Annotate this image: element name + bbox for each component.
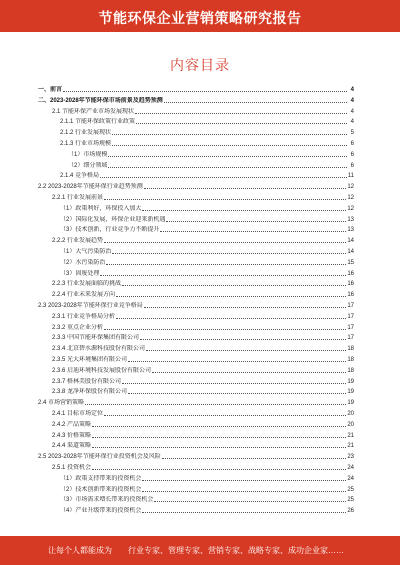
toc-entry[interactable] [38,367,354,375]
toc-entry[interactable] [38,313,354,321]
toc-leader-dots [108,155,347,157]
toc-page-number: 4 [350,97,354,104]
toc-leader-dots [104,198,346,200]
toc-leader-dots [92,468,346,470]
report-title: 节能环保企业营销策略研究报告 [98,10,302,26]
toc-entry[interactable] [38,507,354,515]
toc-entry-title: （1）市场规模 [68,151,108,158]
toc-entry[interactable] [38,226,354,234]
toc-leader-dots [112,252,346,254]
toc-page-number: 19 [347,400,354,407]
footer-tagline: 行业专家、管理专家、营销专家、战略专家、成功企业家…… [128,546,344,555]
toc-leader-dots [104,328,346,330]
toc-entry-title: （4）产业升级带来的投资机会 [60,508,142,515]
toc-entry-title: （2）细分领域 [68,162,108,169]
toc-entry-title: （2）国际化发展，环保企业迎来新机遇 [60,216,166,223]
toc-entry-title: （3）技术创新，行业竞争力不断提升 [60,227,160,234]
toc-entry[interactable] [38,151,354,159]
toc-leader-dots [112,133,347,135]
toc-page-number: 16 [347,281,354,288]
toc-leader-dots [104,414,346,416]
toc-leader-dots [116,295,346,297]
toc-entry[interactable] [38,486,354,494]
toc-entry[interactable] [38,496,354,504]
toc-entry[interactable] [38,194,354,202]
toc-entry-title: 2.5 2023-2028年节能环保行业投资机会及风险 [38,454,161,461]
toc-entry-title: （3）固废处理 [60,270,100,277]
toc-entry-title: 2.3.4 北京碧水源科技股份有限公司 [52,346,146,353]
toc-entry[interactable] [38,432,354,440]
toc-leader-dots [100,176,347,178]
toc-entry-title: （1）政策支持带来的投资机会 [60,475,142,482]
toc-page-number: 16 [347,292,354,299]
toc-page-number: 14 [347,238,354,245]
toc-page-number: 19 [347,378,354,385]
toc-leader-dots [142,490,346,492]
toc-leader-dots [144,306,347,308]
toc-entry-title: 2.3.7 格林美股份有限公司 [52,378,122,385]
toc-entry-title: 2.4.2 产品策略 [52,421,92,428]
toc-leader-dots [142,209,346,211]
toc-page-number: 24 [347,475,354,482]
toc-entry-title: 2.3.3 中国节能环保集团有限公司 [52,335,140,342]
toc-leader-dots [144,187,347,189]
toc-entry-title: 2.4.3 价格策略 [52,432,92,439]
toc-leader-dots [136,122,347,124]
toc-entry[interactable] [38,464,354,472]
toc-leader-dots [122,284,346,286]
toc-leader-dots [140,338,346,340]
toc-entry[interactable] [38,453,354,461]
toc-leader-dots [152,371,346,373]
toc-entry-title: 2.2.1 行业发展前景 [52,195,104,201]
toc-leader-dots [92,446,346,448]
toc-page-number: 21 [347,443,354,450]
toc-entry-title: 一、前言 [38,87,63,93]
toc-page-number: 4 [350,87,354,93]
toc-page-number: 18 [347,346,354,353]
toc-entry-title: 2.1.4 竞争格局 [60,173,100,180]
toc-entry[interactable] [38,291,354,299]
toc-entry[interactable] [38,442,354,450]
toc-page-number: 13 [347,216,354,223]
toc-leader-dots [85,403,346,405]
toc-leader-dots [166,220,346,222]
table-of-contents [38,86,354,518]
toc-entry[interactable] [38,259,354,267]
toc-leader-dots [146,349,346,351]
toc-entry[interactable] [38,162,354,170]
toc-entry-title: 2.2 2023-2028年节能环保行业趋势预测 [38,184,143,191]
toc-entry[interactable] [38,183,354,191]
toc-page-number: 11 [347,173,354,180]
toc-entry[interactable] [38,345,354,353]
toc-leader-dots [63,90,347,92]
toc-entry-title: 2.2.2 行业发展趋势 [52,238,104,245]
toc-entry[interactable] [38,237,354,245]
toc-page-number: 12 [347,184,354,191]
toc-entry[interactable] [38,108,354,116]
report-header-bar [0,0,400,32]
toc-page-number: 21 [347,432,354,439]
toc-page-number: 17 [347,303,354,309]
toc-entry-title: 2.3 2023-2028年节能环保行业竞争格局 [38,303,143,309]
toc-entry-title: 2.2.4 行业未来发展方向 [52,292,116,299]
toc-page-number: 17 [347,324,354,331]
toc-entry[interactable] [38,324,354,332]
toc-heading: 内容目录 [170,57,230,73]
toc-page-number: 4 [350,108,354,115]
toc-leader-dots [92,425,346,427]
toc-entry-title: （2）技术创新带来的投资机会 [60,486,142,493]
toc-entry-title: 2.4.4 渠道策略 [52,443,92,450]
toc-page-number: 6 [350,151,354,158]
toc-leader-dots [104,241,346,243]
toc-entry[interactable] [38,216,354,224]
toc-leader-dots [128,360,346,362]
toc-entry[interactable] [38,421,354,429]
toc-leader-dots [160,230,346,232]
toc-entry-title: （1）大气污染防治 [60,249,112,255]
toc-entry-title: 2.1.2 行业发展现状 [60,130,112,137]
toc-entry[interactable] [38,129,354,137]
toc-page-number: 24 [347,465,354,471]
toc-entry-title: （3）市场需求增长带来的投资机会 [60,497,154,504]
toc-entry[interactable] [38,388,354,396]
toc-entry-title: 2.1.1 节能环保政策行业政策 [60,119,136,126]
toc-leader-dots [164,101,347,103]
toc-leader-dots [142,511,346,513]
toc-entry[interactable] [38,86,354,94]
toc-entry-title: 2.3.8 龙净环保股份有限公司 [52,389,128,396]
toc-entry[interactable] [38,270,354,278]
toc-leader-dots [154,500,346,502]
toc-page-number: 6 [350,141,354,147]
toc-page-number: 5 [350,130,354,137]
toc-page-number: 19 [347,389,354,396]
toc-entry[interactable] [38,410,354,418]
toc-entry[interactable] [38,97,354,105]
toc-entry[interactable] [38,356,354,364]
toc-entry[interactable] [38,118,354,126]
toc-page-number: 26 [347,508,354,515]
toc-entry[interactable] [38,140,354,148]
toc-page-number: 16 [347,270,354,277]
toc-page-number: 23 [347,454,354,461]
toc-page-number: 20 [347,411,354,417]
toc-page-number: 12 [347,195,354,201]
footer-slogan: 让每个人都能成为 [48,546,112,555]
toc-page-number: 17 [347,335,354,342]
toc-page-number: 13 [347,227,354,234]
toc-entry[interactable] [38,280,354,288]
toc-entry-title: （1）政策利好，环保投入加大 [60,205,142,212]
toc-leader-dots [112,144,347,146]
toc-entry[interactable] [38,378,354,386]
toc-page-number: 18 [347,357,354,363]
toc-leader-dots [122,382,346,384]
toc-page-number: 6 [350,162,354,169]
toc-page-number: 17 [347,313,354,320]
toc-entry-title: 2.2.3 行业发展面临的挑战 [52,281,122,288]
toc-entry[interactable] [38,248,354,256]
toc-entry[interactable] [38,172,354,180]
toc-leader-dots [128,392,346,394]
toc-leader-dots [116,317,346,319]
toc-entry-title: 二、2023-2028年节能环保市场前景及趋势预测 [38,97,163,104]
toc-page-number: 15 [347,259,354,266]
toc-entry-title: 2.5.1 投资机会 [52,465,92,471]
toc-entry-title: 2.4.1 目标市场定位 [52,411,104,417]
toc-leader-dots [108,166,347,168]
toc-leader-dots [135,112,347,114]
toc-leader-dots [142,479,346,481]
toc-page-number: 4 [350,119,354,126]
toc-entry[interactable] [38,475,354,483]
toc-page-number: 12 [347,205,354,212]
toc-leader-dots [92,436,346,438]
toc-entry-title: 2.3.2 重点企业分析 [52,324,104,331]
toc-leader-dots [100,274,346,276]
toc-page-number: 20 [347,421,354,428]
toc-entry-title: 2.3.6 启迪环境科技发展股份有限公司 [52,367,152,374]
toc-entry[interactable] [38,302,354,310]
footer-bar [0,536,400,565]
toc-entry-title: 2.3.5 光大环境集团有限公司 [52,357,128,363]
toc-entry-title: 2.4 市场营销策略 [38,400,85,407]
toc-page-number: 18 [347,367,354,374]
toc-page-number: 25 [347,486,354,493]
toc-entry[interactable] [38,399,354,407]
toc-entry-title: 2.1.3 行业市场规模 [60,141,112,147]
toc-entry-title: 2.1 节能环保产业市场发展现状 [52,108,135,115]
toc-leader-dots [162,457,347,459]
toc-entry-title: （2）水污染防治 [60,259,106,266]
toc-entry[interactable] [38,205,354,213]
toc-page-number: 25 [347,497,354,504]
toc-leader-dots [106,263,346,265]
toc-page-number: 14 [347,249,354,255]
toc-entry[interactable] [38,334,354,342]
toc-entry-title: 2.3.1 行业竞争格局分析 [52,313,116,320]
